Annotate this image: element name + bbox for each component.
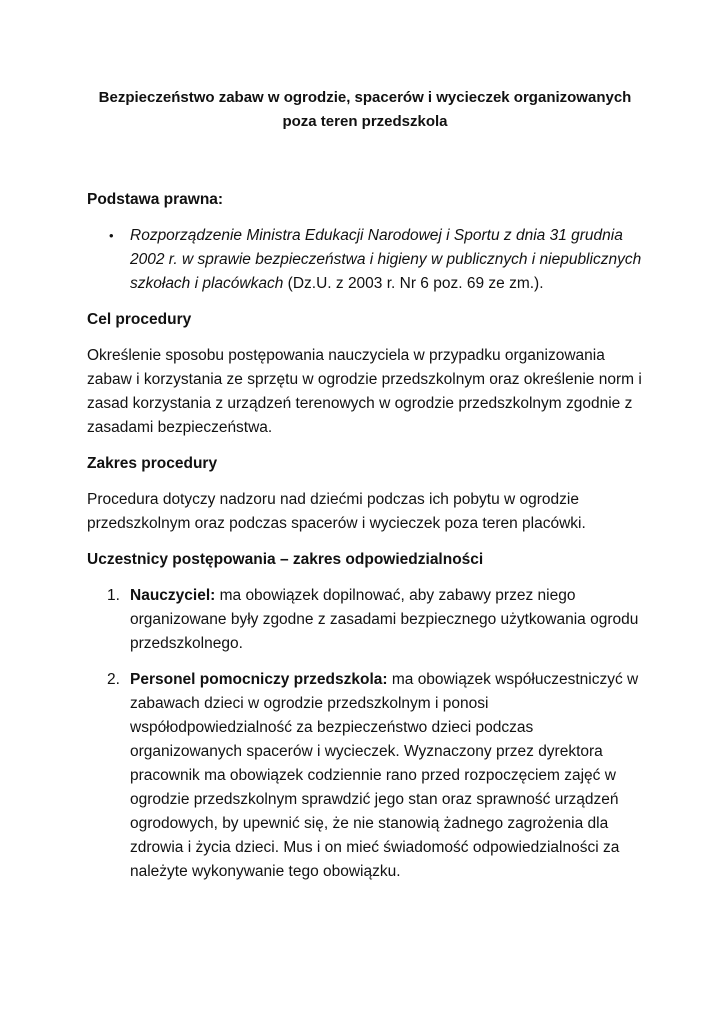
legal-basis-list (87, 224, 643, 296)
legal-basis-heading: Podstawa prawna: (87, 191, 224, 208)
title-line-1: Bezpieczeństwo zabaw w ogrodzie, spacerów i wycieczek organizowanych (98, 89, 632, 106)
participant-text: ma obowiązek współuczestniczyć w zabawach dzieci w ogrodzie przedszkolnym i ponosi współodpowiedzialność za bezpieczeństwo dzieci podczas organizowanych spacerów i wycieczek. Wyznaczony przez dyrektora pracownik ma obowiązek codziennie rano przed rozpoczęciem zajęć w ogrodzie przedszkolnym sprawdzić jego stan oraz sprawność urządzeń ogrodowych, by upewnić się, że nie stanowią żadnego zagrożenia dla zdrowia i życia dzieci. Mus i on mieć świadomość odpowiedzialności za należyte wykonywanie tego obowiązku. (130, 671, 639, 880)
list-number: 1. (107, 587, 120, 604)
participant-item-teacher (87, 584, 643, 656)
goal-text: Określenie sposobu postępowania nauczyciela w przypadku organizowania zabaw i korzystania ze sprzętu w ogrodzie przedszkolnym oraz określenie norm i zasad korzystania z urządzeń terenowych w ogrodzie przedszkolnym zgodnie z zasadami bezpieczeństwa. (87, 347, 642, 436)
participants-heading: Uczestnicy postępowania – zakres odpowiedzialności (87, 551, 484, 568)
document-title (87, 86, 643, 134)
legal-act-reference: (Dz.U. z 2003 r. Nr 6 poz. 69 ze zm.). (283, 275, 544, 292)
participant-label: Nauczyciel: (130, 587, 216, 604)
legal-basis-item (87, 224, 643, 296)
participant-label: Personel pomocniczy przedszkola: (130, 671, 388, 688)
participant-text: ma obowiązek dopilnować, aby zabawy przez niego organizowane były zgodne z zasadami bezpiecznego użytkowania ogrodu przedszkolnego. (130, 587, 639, 652)
scope-heading: Zakres procedury (87, 455, 218, 472)
document-content (87, 86, 643, 896)
goal-heading: Cel procedury (87, 311, 192, 328)
participant-item-support-staff (87, 668, 643, 884)
list-number: 2. (107, 671, 120, 688)
scope-text: Procedura dotyczy nadzoru nad dziećmi podczas ich pobytu w ogrodzie przedszkolnym oraz podczas spacerów i wycieczek poza teren placówki. (87, 491, 586, 532)
bullet-icon: • (109, 228, 114, 243)
title-line-2: poza teren przedszkola (282, 113, 448, 130)
participants-list (87, 584, 643, 884)
legal-act-title: Rozporządzenie Ministra Edukacji Narodowej i Sportu z dnia 31 grudnia 2002 r. w sprawie bezpieczeństwa i higieny w publicznych i niepublicznych szkołach i placówkach (130, 227, 642, 292)
